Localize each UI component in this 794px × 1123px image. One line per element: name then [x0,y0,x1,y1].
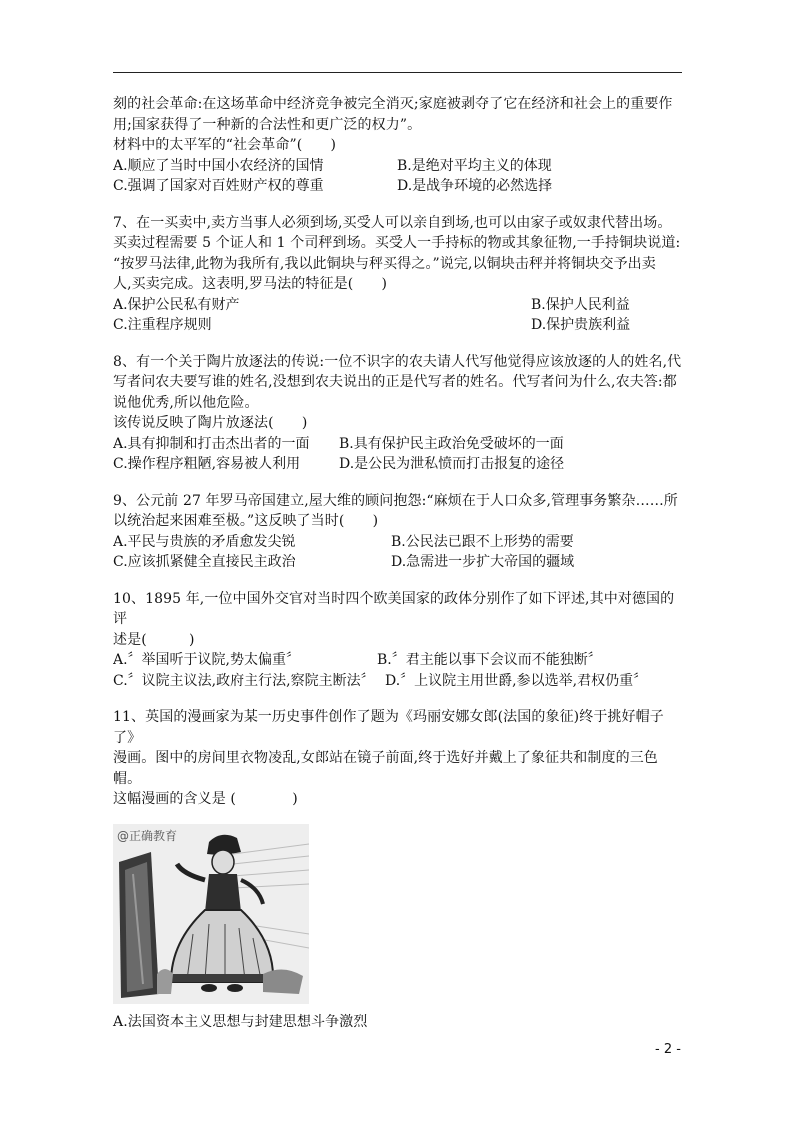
material-text-line: 用;国家获得了一种新的合法性和更广泛的权力”。 [113,116,422,133]
option-c: C.应该抓紧健全直接民主政治 [113,554,296,570]
question-11 [113,707,685,1032]
question-text-line: 8、有一个关于陶片放逐法的传说:一位不识字的农夫请人代写他觉得应该放逐的人的姓名,代 [113,353,682,370]
marianne-cartoon-drawing [113,824,309,1004]
option-a: A.〞举国听于议院,势太偏重〞 [113,652,301,668]
option-b: B.保护人民利益 [531,296,630,313]
question-text-line: 说他优秀,所以他危险。 [113,394,259,411]
option-b: B.是绝对平均主义的体现 [397,157,552,174]
option-c: C.〞议院主议法,政府主行法,察院主断法〞 [113,672,375,689]
question-7 [113,213,685,336]
question-text-line: 11、英国的漫画家为某一历史事件创作了题为《玛丽安娜女郎(法国的象征)终于挑好帽子了》 [113,709,664,746]
question-8 [113,352,685,475]
question-10 [113,589,685,692]
question-text-line: 9、公元前 27 年罗马帝国建立,屋大维的顾问抱怨:“麻烦在于人口众多,管理事务繁杂……所 [113,492,678,509]
question-stem: 材料中的太平军的“社会革命”( ) [113,137,337,153]
question-text-line: 以统治起来困难至极。”这反映了当时( ) [113,513,379,529]
question-text-line: 写者问农夫要写谁的姓名,没想到农夫说出的正是代写者的姓名。代写者问为什么,农夫答:都 [113,374,677,390]
option-d: D.是战争环境的必然选择 [397,178,553,194]
question-text-line: 述是( ) [113,631,195,648]
question-text-line: 漫画。图中的房间里衣物凌乱,女郎站在镜子前面,终于选好并戴上了象征共和制度的三色帽。 [113,750,658,787]
option-a: A.平民与贵族的矛盾愈发尖锐 [113,533,296,550]
question-text-line: “按罗马法律,此物为我所有,我以此铜块与秤买得之。”说完,以铜块击秤并将铜块交予出卖 [113,255,656,272]
question-text-line: 7、在一买卖中,卖方当事人必须到场,买受人可以亲自到场,也可以由家子或奴隶代替出场。 [113,214,672,231]
option-d: D.保护贵族利益 [531,317,631,333]
option-c: C.注重程序规则 [113,317,212,333]
page-number: - 2 - [655,1042,681,1057]
question-text-line: 人,买卖完成。这表明,罗马法的特征是( ) [113,276,388,292]
watermark-text: @正确教育 [117,828,178,843]
option-a: A.法国资本主义思想与封建思想斗争激烈 [113,1013,368,1030]
option-d: D.〞上议院主用世爵,参以选举,君权仍重〞 [385,672,648,689]
question-9 [113,491,685,573]
material-text-line: 刻的社会革命:在这场革命中经济竞争被完全消灭;家庭被剥夺了它在经济和社会上的重要作 [113,96,673,112]
exam-page [113,94,685,1032]
question-text-line: 10、1895 年,一位中国外交官对当时四个欧美国家的政体分别作了如下评述,其中对德国的评 [113,590,675,627]
question-text-line: 买卖过程需要 5 个证人和 1 个司秤到场。买受人一手持标的物或其象征物,一手持铜块说道: [113,235,681,251]
option-c: C.操作程序粗陋,容易被人利用 [113,456,301,472]
question-stem: 该传说反映了陶片放逐法( ) [113,415,308,431]
question-stem: 这幅漫画的含义是 ( ) [113,791,298,807]
option-d: D.急需进一步扩大帝国的疆域 [391,554,575,570]
option-a: A.具有抑制和打击杰出者的一面 [113,435,310,452]
header-rule [113,72,682,73]
option-b: B.公民法已跟不上形势的需要 [391,533,574,550]
option-b: B.〞君主能以事下会议而不能独断〞 [377,652,602,668]
cartoon-image [113,824,309,1004]
option-a: A.顺应了当时中国小农经济的国情 [113,157,324,174]
option-d: D.是公民为泄私愤而打击报复的途径 [339,456,565,472]
option-c: C.强调了国家对百姓财产权的尊重 [113,178,324,194]
option-a: A.保护公民私有财产 [113,296,240,313]
option-b: B.具有保护民主政治免受破坏的一面 [339,435,564,452]
question-6-continuation [113,94,685,197]
